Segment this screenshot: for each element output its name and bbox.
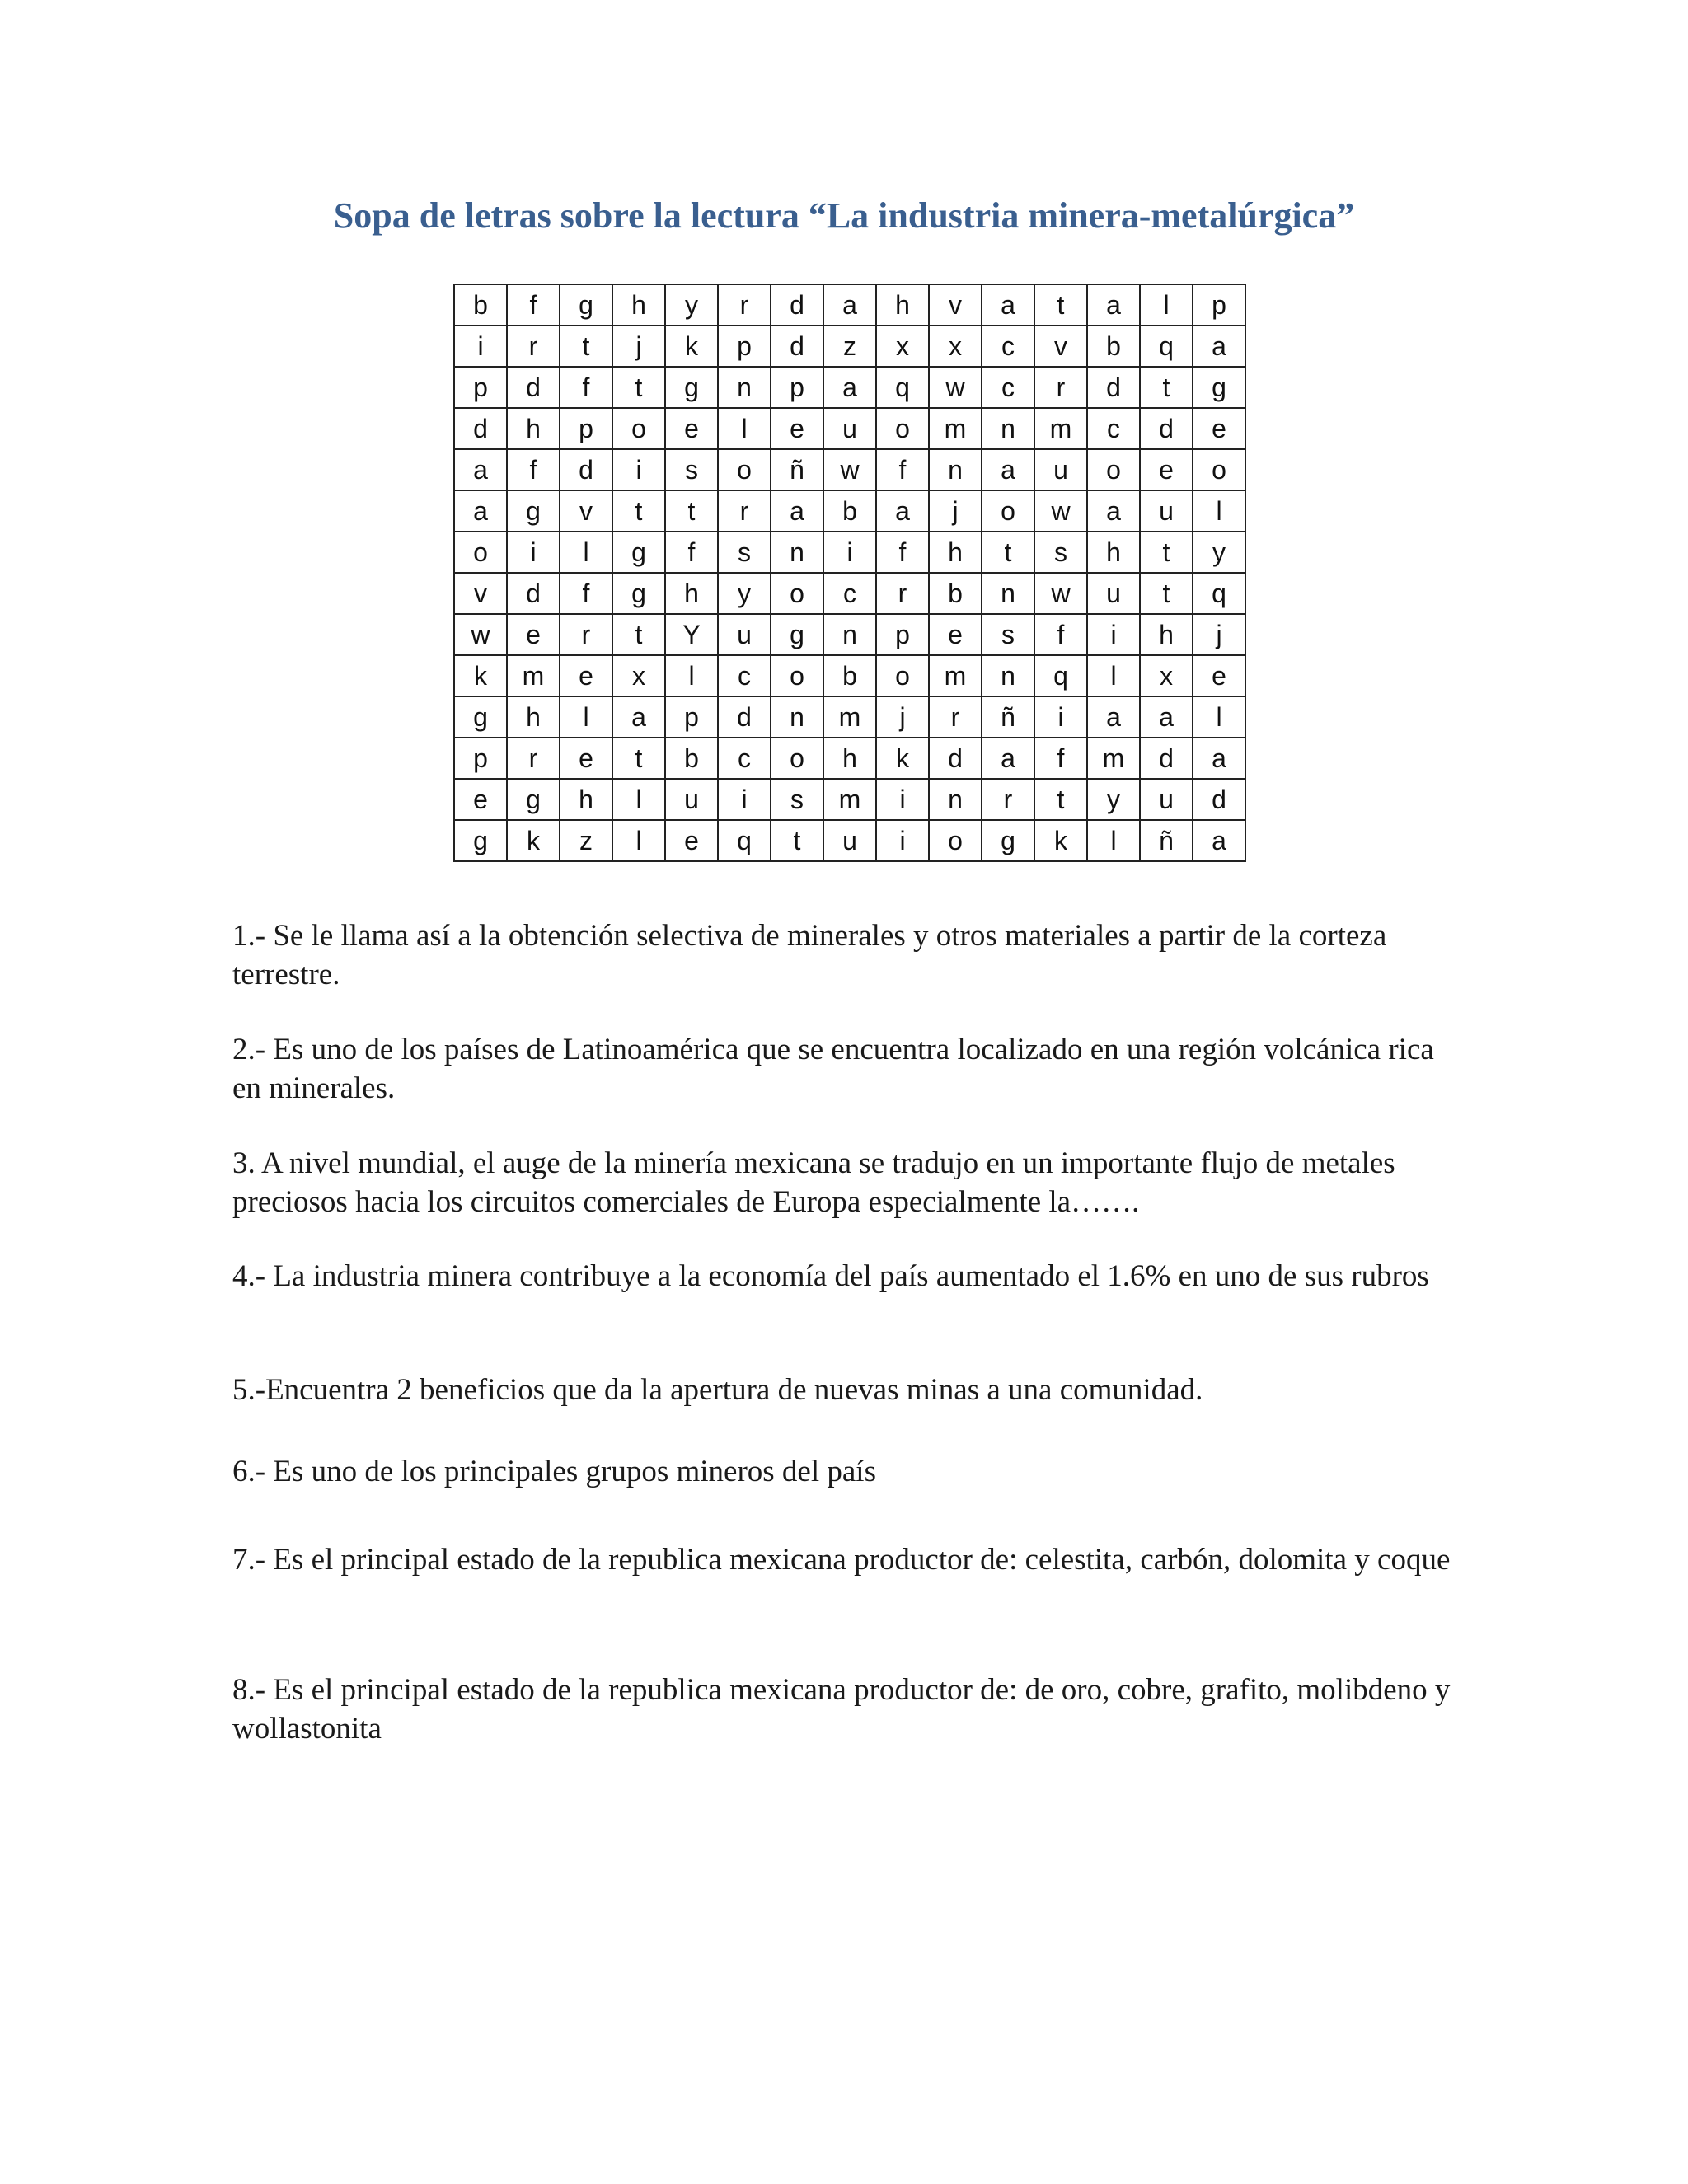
grid-cell: q (876, 367, 929, 408)
grid-cell: t (1140, 573, 1193, 614)
grid-cell: m (507, 655, 560, 696)
grid-cell: c (718, 655, 771, 696)
grid-cell: t (612, 367, 665, 408)
grid-row (454, 490, 1245, 532)
grid-cell: l (560, 532, 612, 573)
grid-cell: i (454, 326, 507, 367)
grid-cell: k (665, 326, 718, 367)
grid-cell: d (1140, 408, 1193, 449)
grid-row (454, 326, 1245, 367)
grid-cell: e (560, 655, 612, 696)
grid-cell: a (1087, 696, 1140, 738)
grid-cell: a (1087, 490, 1140, 532)
grid-cell: v (560, 490, 612, 532)
grid-cell: i (876, 779, 929, 820)
grid-cell: m (823, 696, 876, 738)
grid-cell: d (929, 738, 982, 779)
grid-row (454, 449, 1245, 490)
grid-cell: r (507, 738, 560, 779)
grid-cell: e (665, 408, 718, 449)
grid-cell: u (1140, 490, 1193, 532)
grid-cell: x (876, 326, 929, 367)
grid-cell: l (1193, 696, 1245, 738)
grid-cell: m (929, 655, 982, 696)
grid-cell: t (612, 490, 665, 532)
grid-cell: h (507, 408, 560, 449)
grid-cell: f (665, 532, 718, 573)
grid-cell: t (771, 820, 823, 861)
grid-row (454, 696, 1245, 738)
grid-cell: w (929, 367, 982, 408)
grid-row (454, 284, 1245, 326)
grid-cell: q (1034, 655, 1087, 696)
grid-cell: h (823, 738, 876, 779)
grid-cell: o (771, 655, 823, 696)
grid-cell: o (876, 408, 929, 449)
grid-cell: j (612, 326, 665, 367)
grid-cell: d (1087, 367, 1140, 408)
grid-cell: h (1087, 532, 1140, 573)
grid-cell: l (612, 820, 665, 861)
grid-cell: i (1034, 696, 1087, 738)
grid-cell: g (1193, 367, 1245, 408)
grid-cell: d (1140, 738, 1193, 779)
grid-cell: f (876, 449, 929, 490)
grid-cell: e (665, 820, 718, 861)
grid-cell: y (665, 284, 718, 326)
grid-cell: a (982, 738, 1034, 779)
grid-cell: k (507, 820, 560, 861)
grid-cell: a (1140, 696, 1193, 738)
grid-cell: n (982, 573, 1034, 614)
grid-cell: p (876, 614, 929, 655)
grid-cell: a (1193, 326, 1245, 367)
grid-cell: i (823, 532, 876, 573)
grid-cell: h (876, 284, 929, 326)
grid-cell: i (612, 449, 665, 490)
question-2: 2.- Es uno de los países de Latinoamérica que se encuentra localizado en una región volcánica rica en minerales. (232, 1033, 1434, 1105)
grid-cell: a (1193, 738, 1245, 779)
word-search-table (453, 284, 1246, 862)
grid-cell: x (612, 655, 665, 696)
grid-cell: b (665, 738, 718, 779)
grid-cell: n (771, 532, 823, 573)
grid-cell: t (665, 490, 718, 532)
grid-row (454, 532, 1245, 573)
grid-cell: n (718, 367, 771, 408)
grid-cell: r (1034, 367, 1087, 408)
grid-cell: d (560, 449, 612, 490)
grid-cell: r (718, 490, 771, 532)
grid-cell: r (982, 779, 1034, 820)
grid-cell: y (1193, 532, 1245, 573)
grid-cell: o (929, 820, 982, 861)
grid-cell: u (718, 614, 771, 655)
grid-cell: d (1193, 779, 1245, 820)
grid-cell: e (1193, 408, 1245, 449)
grid-cell: u (1087, 573, 1140, 614)
grid-cell: b (823, 655, 876, 696)
grid-cell: m (823, 779, 876, 820)
grid-cell: o (718, 449, 771, 490)
grid-cell: i (718, 779, 771, 820)
grid-cell: n (929, 779, 982, 820)
grid-cell: f (507, 449, 560, 490)
page-title: Sopa de letras sobre la lectura “La industria minera-metalúrgica” (333, 195, 1355, 236)
grid-cell: s (718, 532, 771, 573)
grid-cell: t (560, 326, 612, 367)
grid-cell: c (718, 738, 771, 779)
grid-cell: q (1193, 573, 1245, 614)
grid-cell: d (454, 408, 507, 449)
grid-cell: ñ (1140, 820, 1193, 861)
grid-cell: l (718, 408, 771, 449)
question-5: 5.-Encuentra 2 beneficios que da la apertura de nuevas minas a una comunidad. (232, 1373, 1203, 1407)
grid-cell: o (876, 655, 929, 696)
grid-cell: n (771, 696, 823, 738)
grid-cell: a (823, 367, 876, 408)
grid-cell: v (454, 573, 507, 614)
grid-cell: g (507, 490, 560, 532)
grid-cell: k (876, 738, 929, 779)
grid-cell: z (823, 326, 876, 367)
grid-cell: h (507, 696, 560, 738)
grid-cell: g (771, 614, 823, 655)
grid-cell: p (718, 326, 771, 367)
grid-cell: o (1087, 449, 1140, 490)
question-7: 7.- Es el principal estado de la republica mexicana productor de: celestita, carbón, dolomita y coque (232, 1543, 1451, 1577)
grid-cell: j (876, 696, 929, 738)
grid-cell: v (929, 284, 982, 326)
grid-cell: m (929, 408, 982, 449)
grid-cell: r (507, 326, 560, 367)
grid-cell: z (560, 820, 612, 861)
grid-row (454, 408, 1245, 449)
grid-cell: u (823, 820, 876, 861)
question-4: 4.- La industria minera contribuye a la economía del país aumentado el 1.6% en uno de sus rubros (232, 1259, 1429, 1293)
grid-cell: a (1087, 284, 1140, 326)
grid-cell: g (982, 820, 1034, 861)
grid-cell: a (612, 696, 665, 738)
grid-cell: l (612, 779, 665, 820)
grid-cell: h (612, 284, 665, 326)
grid-cell: y (718, 573, 771, 614)
grid-cell: v (1034, 326, 1087, 367)
grid-cell: c (823, 573, 876, 614)
grid-cell: o (771, 573, 823, 614)
grid-cell: f (876, 532, 929, 573)
grid-cell: j (929, 490, 982, 532)
grid-cell: h (929, 532, 982, 573)
grid-cell: p (454, 367, 507, 408)
grid-cell: r (718, 284, 771, 326)
grid-cell: g (507, 779, 560, 820)
grid-cell: l (665, 655, 718, 696)
grid-cell: Y (665, 614, 718, 655)
grid-cell: l (560, 696, 612, 738)
grid-cell: t (982, 532, 1034, 573)
grid-cell: i (876, 820, 929, 861)
grid-cell: g (612, 573, 665, 614)
grid-cell: r (929, 696, 982, 738)
grid-cell: o (612, 408, 665, 449)
grid-cell: f (507, 284, 560, 326)
grid-cell: p (1193, 284, 1245, 326)
grid-cell: l (1087, 820, 1140, 861)
grid-row (454, 614, 1245, 655)
grid-cell: e (1140, 449, 1193, 490)
grid-cell: o (771, 738, 823, 779)
grid-row (454, 573, 1245, 614)
grid-cell: p (665, 696, 718, 738)
question-6: 6.- Es uno de los principales grupos mineros del país (232, 1455, 876, 1488)
grid-cell: u (823, 408, 876, 449)
grid-cell: n (982, 408, 1034, 449)
grid-cell: a (454, 449, 507, 490)
grid-cell: m (1087, 738, 1140, 779)
grid-cell: n (823, 614, 876, 655)
grid-cell: f (560, 367, 612, 408)
grid-row (454, 655, 1245, 696)
grid-cell: f (1034, 614, 1087, 655)
question-8: 8.- Es el principal estado de la republica mexicana productor de: de oro, cobre, grafito, molibdeno y wollastonita (232, 1673, 1451, 1746)
grid-cell: t (612, 614, 665, 655)
grid-cell: u (1140, 779, 1193, 820)
grid-cell: w (454, 614, 507, 655)
grid-cell: a (876, 490, 929, 532)
grid-cell: t (1034, 284, 1087, 326)
grid-cell: b (1087, 326, 1140, 367)
grid-cell: d (718, 696, 771, 738)
grid-cell: o (1193, 449, 1245, 490)
grid-cell: w (1034, 490, 1087, 532)
grid-cell: u (1034, 449, 1087, 490)
grid-row (454, 820, 1245, 861)
grid-cell: s (1034, 532, 1087, 573)
grid-cell: s (771, 779, 823, 820)
grid-cell: w (1034, 573, 1087, 614)
grid-cell: t (1140, 532, 1193, 573)
grid-cell: g (560, 284, 612, 326)
grid-cell: d (771, 326, 823, 367)
grid-cell: x (929, 326, 982, 367)
grid-cell: n (982, 655, 1034, 696)
grid-cell: g (454, 820, 507, 861)
grid-cell: g (454, 696, 507, 738)
grid-row (454, 367, 1245, 408)
grid-cell: o (454, 532, 507, 573)
grid-cell: k (454, 655, 507, 696)
grid-cell: j (1193, 614, 1245, 655)
grid-cell: g (665, 367, 718, 408)
word-search-grid (453, 284, 1246, 862)
grid-cell: l (1087, 655, 1140, 696)
grid-cell: p (560, 408, 612, 449)
grid-cell: r (560, 614, 612, 655)
grid-cell: c (982, 367, 1034, 408)
grid-cell: k (1034, 820, 1087, 861)
grid-cell: m (1034, 408, 1087, 449)
grid-cell: g (612, 532, 665, 573)
grid-cell: l (1140, 284, 1193, 326)
grid-cell: o (982, 490, 1034, 532)
grid-cell: b (929, 573, 982, 614)
grid-cell: r (876, 573, 929, 614)
grid-cell: e (454, 779, 507, 820)
grid-cell: b (823, 490, 876, 532)
grid-cell: w (823, 449, 876, 490)
grid-cell: p (771, 367, 823, 408)
grid-row (454, 738, 1245, 779)
grid-cell: s (665, 449, 718, 490)
grid-cell: d (771, 284, 823, 326)
grid-cell: h (560, 779, 612, 820)
grid-cell: d (507, 573, 560, 614)
grid-cell: b (454, 284, 507, 326)
grid-cell: y (1087, 779, 1140, 820)
grid-cell: u (665, 779, 718, 820)
grid-cell: c (982, 326, 1034, 367)
question-3: 3. A nivel mundial, el auge de la minería mexicana se tradujo en un importante flujo de metales preciosos hacia los circuitos comerciales de Europa especialmente la……. (232, 1146, 1395, 1219)
grid-cell: i (1087, 614, 1140, 655)
grid-cell: a (823, 284, 876, 326)
grid-cell: t (1140, 367, 1193, 408)
grid-cell: e (929, 614, 982, 655)
grid-cell: x (1140, 655, 1193, 696)
grid-cell: h (1140, 614, 1193, 655)
grid-cell: t (1034, 779, 1087, 820)
grid-cell: p (454, 738, 507, 779)
grid-cell: q (1140, 326, 1193, 367)
grid-cell: a (982, 284, 1034, 326)
grid-cell: s (982, 614, 1034, 655)
grid-cell: t (612, 738, 665, 779)
grid-cell: a (982, 449, 1034, 490)
grid-cell: n (929, 449, 982, 490)
grid-cell: c (1087, 408, 1140, 449)
grid-cell: a (454, 490, 507, 532)
grid-cell: a (1193, 820, 1245, 861)
grid-cell: a (771, 490, 823, 532)
grid-cell: q (718, 820, 771, 861)
grid-cell: h (665, 573, 718, 614)
grid-cell: e (507, 614, 560, 655)
grid-cell: e (771, 408, 823, 449)
grid-cell: f (1034, 738, 1087, 779)
grid-row (454, 779, 1245, 820)
grid-cell: f (560, 573, 612, 614)
grid-cell: i (507, 532, 560, 573)
grid-cell: l (1193, 490, 1245, 532)
question-1: 1.- Se le llama así a la obtención selectiva de minerales y otros materiales a partir de la corteza terrestre. (232, 919, 1387, 991)
grid-cell: ñ (982, 696, 1034, 738)
grid-cell: d (507, 367, 560, 408)
grid-cell: e (1193, 655, 1245, 696)
grid-cell: ñ (771, 449, 823, 490)
grid-cell: e (560, 738, 612, 779)
